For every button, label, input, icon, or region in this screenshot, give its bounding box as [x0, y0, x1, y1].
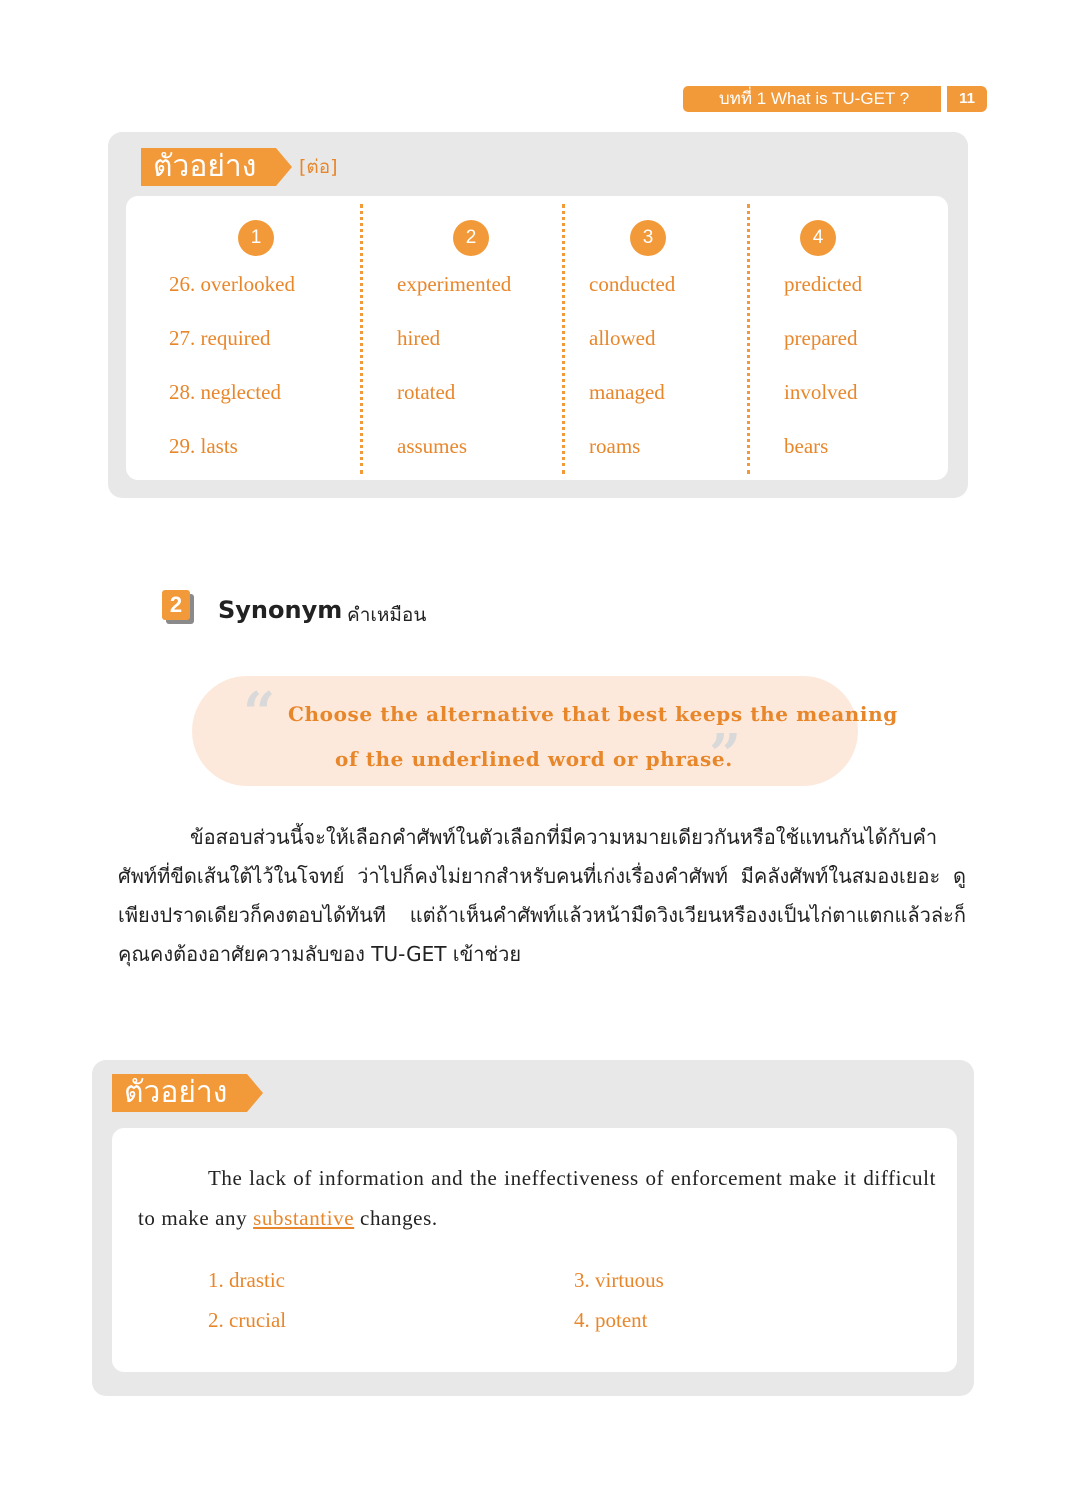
option-3-26: conducted: [589, 272, 676, 296]
continued-label: [ต่อ]: [299, 156, 338, 178]
open-quote-icon: “: [243, 680, 276, 746]
instruction-line-2: of the underlined word or phrase.: [335, 747, 733, 771]
option-badge-2: 2: [453, 220, 489, 256]
options-card: [126, 196, 948, 480]
column-divider: [747, 204, 750, 474]
example-ribbon: ตัวอย่าง: [141, 148, 276, 186]
option-4-29: bears: [784, 434, 829, 458]
option-1-26: 26. overlooked: [169, 272, 295, 296]
option-3-28: managed: [589, 380, 665, 404]
sentence-start: The lack of information and the ineffectiveness of enforcement make it difficult to make any: [138, 1166, 936, 1230]
section-description: ข้อสอบส่วนนี้จะให้เลือกคำศัพท์ในตัวเลือกที่มีความหมายเดียวกันหรือใช้แทนกันได้กับคำศัพท์ที่ขีดเส้นใต้ไว้ในโจทย์ ว่าไปก็คงไม่ยากสำหรับคนที่เก่งเรื่องคำศัพท์ มีคลังศัพท์ในสมองเยอะ ดูเพียงปราดเดียวก็คงตอบได้ทันที แต่ถ้าเห็นคำศัพท์แล้วหน้ามืดวิงเวียนหรืองงเป็นไก่ตาแตกแล้วล่ะก็ คุณคงต้องอาศัยความลับของ TU-GET เข้าช่วย: [118, 825, 966, 966]
section-number: 2: [162, 590, 190, 620]
section-number-icon: [162, 590, 194, 624]
example-ribbon: ตัวอย่าง: [112, 1074, 247, 1112]
close-quote-icon: ”: [709, 722, 742, 788]
option-1-29: 29. lasts: [169, 434, 238, 458]
underlined-word: substantive: [253, 1206, 355, 1230]
option-2-29: assumes: [397, 434, 467, 458]
sentence-end: changes.: [354, 1206, 438, 1230]
option-3-29: roams: [589, 434, 641, 458]
example-panel-1: [108, 132, 968, 498]
question-card: [112, 1128, 957, 1372]
choice-4: 4. potent: [574, 1308, 648, 1332]
option-1-27: 27. required: [169, 326, 271, 350]
column-divider: [360, 204, 363, 474]
option-1-28: 28. neglected: [169, 380, 281, 404]
section-title: Synonym: [218, 596, 343, 624]
option-badge-1: 1: [238, 220, 274, 256]
page-number: 11: [947, 86, 987, 112]
page-header: [683, 86, 987, 112]
option-2-28: rotated: [397, 380, 456, 404]
example-panel-2: [92, 1060, 974, 1396]
option-3-27: allowed: [589, 326, 656, 350]
option-4-28: involved: [784, 380, 858, 404]
chapter-label: บทที่ 1 What is TU-GET ?: [683, 86, 941, 112]
option-4-27: prepared: [784, 326, 858, 350]
option-2-26: experimented: [397, 272, 512, 296]
option-4-26: predicted: [784, 272, 863, 296]
choice-2: 2. crucial: [208, 1308, 287, 1332]
choice-3: 3. virtuous: [574, 1268, 664, 1292]
question-sentence: [138, 1158, 936, 1238]
option-badge-4: 4: [800, 220, 836, 256]
choice-1: 1. drastic: [208, 1268, 285, 1292]
option-2-27: hired: [397, 326, 441, 350]
column-divider: [562, 204, 565, 474]
instruction-line-1: Choose the alternative that best keeps the meaning: [288, 702, 898, 726]
section-subtitle: คำเหมือน: [347, 604, 427, 626]
option-badge-3: 3: [630, 220, 666, 256]
